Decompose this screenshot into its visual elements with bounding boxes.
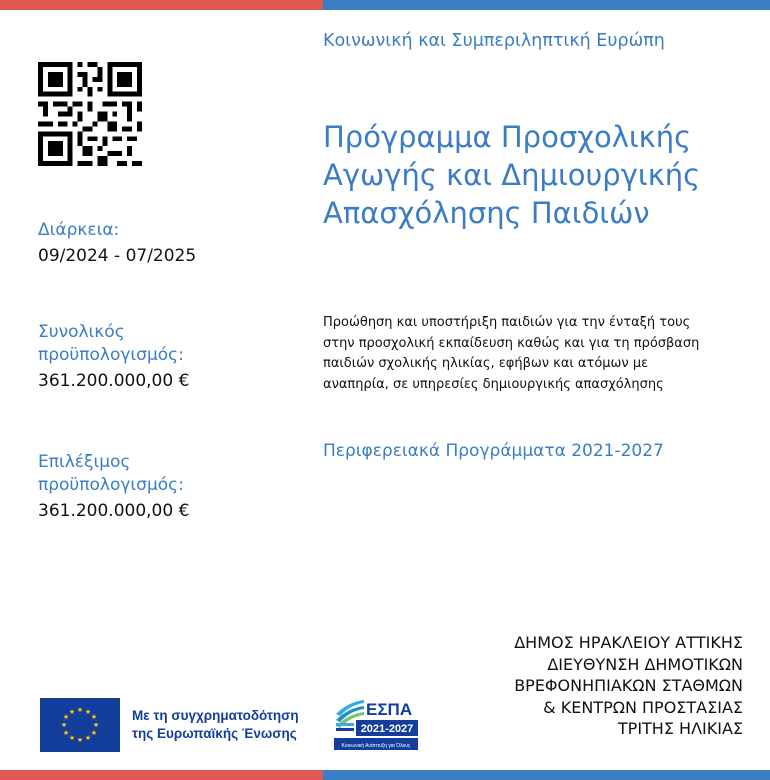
eu-flag-icon	[40, 698, 120, 752]
eligible-budget-block	[38, 451, 228, 523]
eligible-budget-value: 361.200.000,00 €	[38, 501, 190, 521]
top-stripe	[0, 0, 770, 10]
svg-text:★: ★	[62, 729, 70, 737]
total-budget-value: 361.200.000,00 €	[38, 371, 190, 391]
program-description: Προώθηση και υποστήριξη παιδιών για την ένταξή τους στην προσχολική εκπαίδευση καθώς και για τη πρόσβαση παιδιών σχολικής ηλικίας, εφήβων και ατόμων με αναπηρία, σε υπηρεσίες δημιουργικής απασχόλησης	[323, 315, 700, 392]
svg-text:★: ★	[60, 721, 68, 729]
duration-block	[38, 219, 238, 268]
category-heading: Κοινωνική και Συμπεριληπτική Ευρώπη	[323, 31, 665, 51]
duration-label: Διάρκεια:	[38, 220, 120, 240]
municipality-line: ΔΙΕΥΘΥΝΣΗ ΔΗΜΟΤΙΚΩΝ	[547, 654, 743, 674]
svg-text:★: ★	[76, 736, 84, 744]
svg-text:★: ★	[84, 708, 92, 716]
municipality-line: & ΚΕΝΤΡΩΝ ΠΡΟΣΤΑΣΙΑΣ	[543, 697, 743, 717]
bottom-stripe-red	[0, 770, 323, 780]
eu-text-line2: της Ευρωπαϊκής Ένωσης	[132, 726, 297, 741]
espa-years: 2021-2027	[360, 723, 414, 735]
eu-cofunding-logo	[40, 698, 299, 752]
municipality-line: ΤΡΙΤΗΣ ΗΛΙΚΙΑΣ	[617, 719, 743, 738]
espa-tagline: Κοινωνική Ανάπτυξη για Όλους	[341, 743, 411, 749]
svg-text:★: ★	[90, 729, 98, 737]
svg-text:★: ★	[92, 721, 100, 729]
municipality-line: ΒΡΕΦΟΝΗΠΙΑΚΩΝ ΣΤΑΘΜΩΝ	[514, 676, 743, 695]
svg-text:★: ★	[68, 734, 76, 742]
eu-cofunding-text	[132, 707, 299, 743]
bottom-stripe	[0, 770, 770, 780]
svg-text:★: ★	[76, 706, 84, 714]
espa-brand: ΕΣΠΑ	[366, 700, 413, 719]
municipality-block	[423, 632, 743, 740]
eu-text-line1: Με τη συγχρηματοδότηση	[132, 708, 299, 723]
regional-programs: Περιφερειακά Προγράμματα 2021-2027	[323, 441, 664, 461]
municipality-line: ΔΗΜΟΣ ΗΡΑΚΛΕΙΟΥ ΑΤΤΙΚΗΣ	[514, 633, 743, 652]
svg-text:★: ★	[62, 713, 70, 721]
svg-text:★: ★	[84, 734, 92, 742]
duration-value: 09/2024 - 07/2025	[38, 246, 197, 266]
espa-logo-icon	[334, 696, 420, 754]
top-stripe-blue	[323, 0, 770, 10]
eligible-budget-label: Επιλέξιμος προϋπολογισμός:	[38, 452, 184, 495]
program-title: Πρόγραμμα Προσχολικής Αγωγής και Δημιουργικής Απασχόλησης Παιδιών	[323, 120, 701, 230]
top-stripe-red	[0, 0, 323, 10]
total-budget-label: Συνολικός προϋπολογισμός:	[38, 322, 184, 365]
total-budget-block	[38, 321, 228, 393]
svg-text:★: ★	[68, 708, 76, 716]
qr-code-icon	[38, 62, 142, 166]
bottom-stripe-blue	[323, 770, 770, 780]
svg-text:★: ★	[90, 713, 98, 721]
